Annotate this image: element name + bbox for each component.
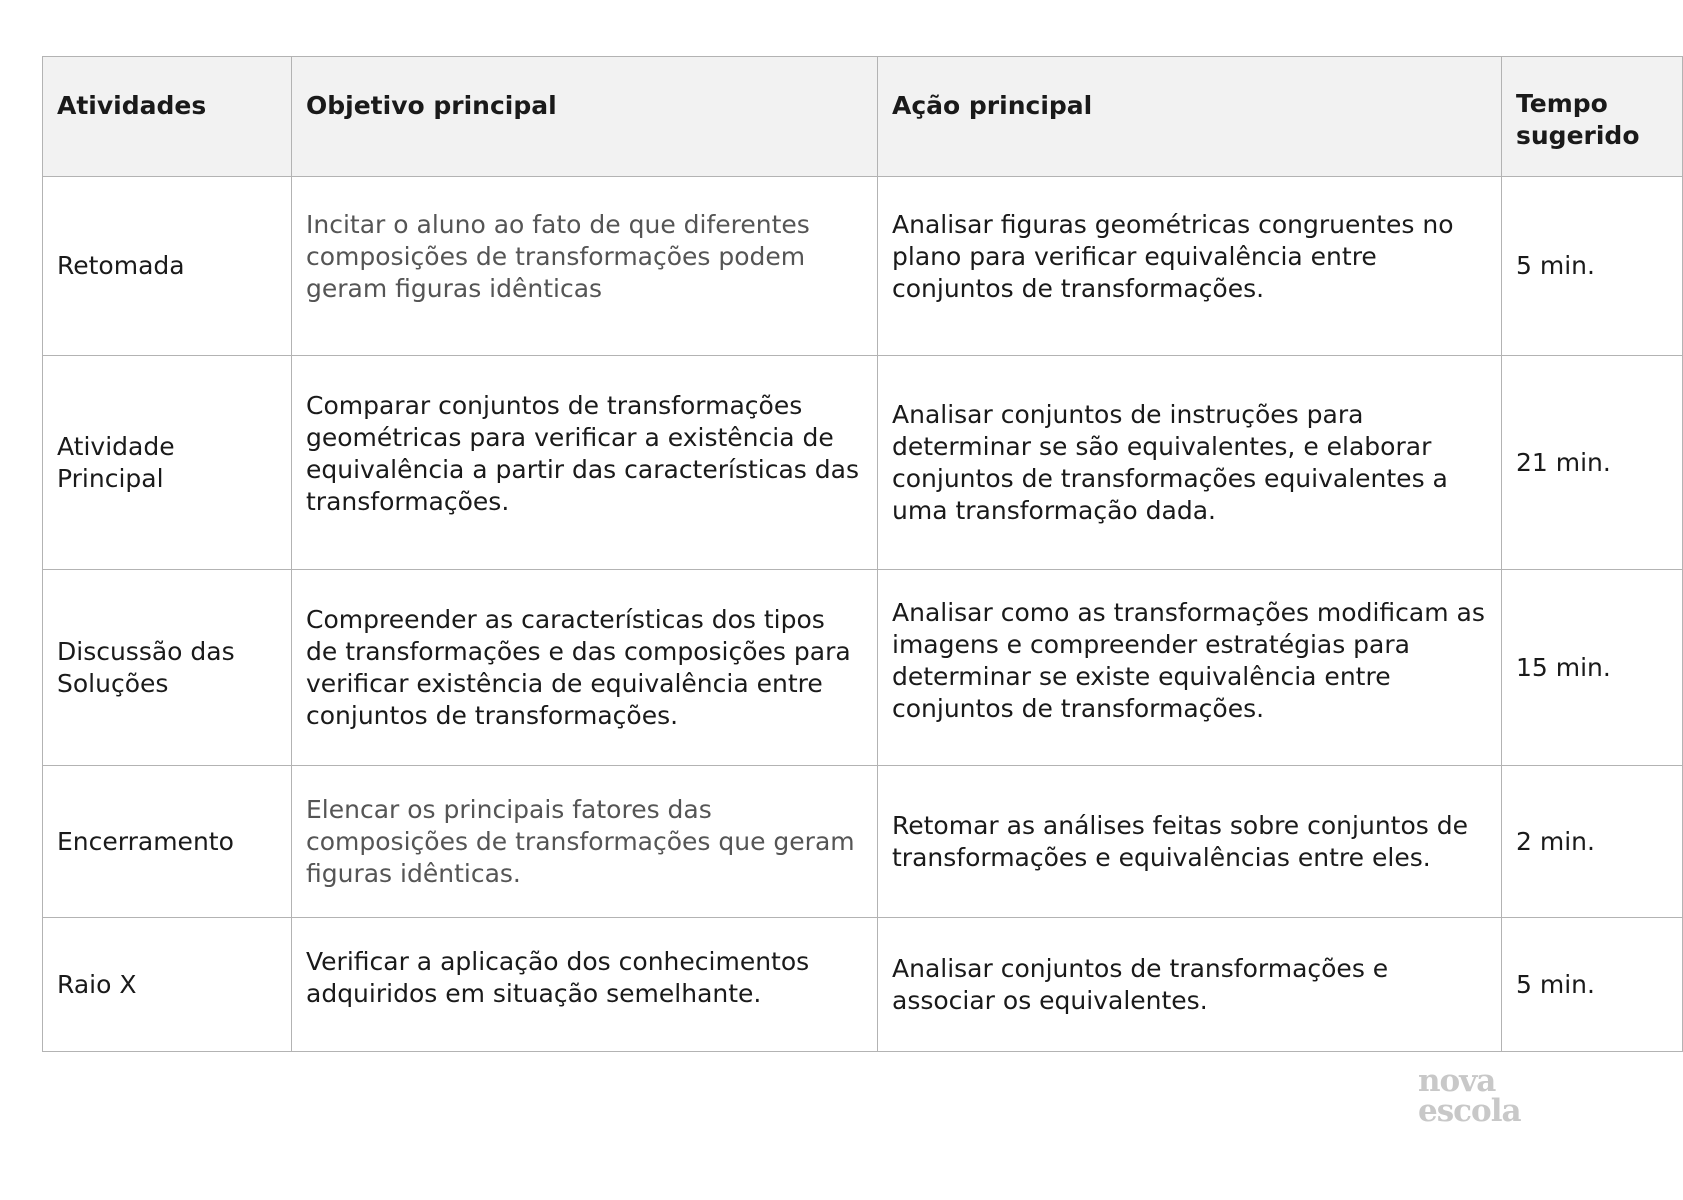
cell-objetivo: Compreender as características dos tipos de transformações e das composições para verificar existência de equivalência entre conjuntos de transformações. [292, 570, 878, 766]
cell-acao: Analisar conjuntos de instruções para determinar se são equivalentes, e elaborar conjuntos de transformações equivalentes a uma transformação dada. [878, 356, 1502, 570]
cell-atividade: Discussão das Soluções [43, 570, 292, 766]
cell-tempo: 5 min. [1502, 177, 1683, 356]
cell-acao: Retomar as análises feitas sobre conjuntos de transformações e equivalências entre eles. [878, 766, 1502, 918]
table-row [43, 918, 1683, 1052]
header-tempo-label: Tempo sugerido [1516, 88, 1640, 150]
cell-tempo: 15 min. [1502, 570, 1683, 766]
logo-line-2: escola [1418, 1093, 1521, 1129]
header-acao-label: Ação principal [892, 90, 1093, 120]
cell-atividade: Atividade Principal [43, 356, 292, 570]
cell-tempo: 2 min. [1502, 766, 1683, 918]
header-objetivo-label: Objetivo principal [306, 90, 557, 120]
table-row [43, 177, 1683, 356]
cell-atividade: Encerramento [43, 766, 292, 918]
cell-objetivo: Verificar a aplicação dos conhecimentos adquiridos em situação semelhante. [292, 918, 878, 1052]
table-row [43, 766, 1683, 918]
cell-objetivo: Comparar conjuntos de transformações geométricas para verificar a existência de equivalência a partir das características das transformações. [292, 356, 878, 570]
table-header [43, 57, 1683, 177]
cell-atividade: Raio X [43, 918, 292, 1052]
header-acao [878, 57, 1502, 177]
header-objetivo [292, 57, 878, 177]
cell-objetivo: Elencar os principais fatores das composições de transformações que geram figuras idênticas. [292, 766, 878, 918]
cell-acao: Analisar como as transformações modificam as imagens e compreender estratégias para determinar se existe equivalência entre conjuntos de transformações. [878, 570, 1502, 766]
cell-atividade: Retomada [43, 177, 292, 356]
header-tempo [1502, 57, 1683, 177]
table-row [43, 570, 1683, 766]
table-body [43, 177, 1683, 1052]
cell-tempo: 5 min. [1502, 918, 1683, 1052]
header-row [43, 57, 1683, 177]
cell-acao: Analisar conjuntos de transformações e associar os equivalentes. [878, 918, 1502, 1052]
cell-objetivo: Incitar o aluno ao fato de que diferentes composições de transformações podem geram figuras idênticas [292, 177, 878, 356]
table-row [43, 356, 1683, 570]
cell-acao: Analisar figuras geométricas congruentes no plano para verificar equivalência entre conjuntos de transformações. [878, 177, 1502, 356]
lesson-plan-table [42, 56, 1683, 1052]
logo-line-1: nova [1418, 1063, 1496, 1099]
header-atividades [43, 57, 292, 177]
nova-escola-logo [1418, 1063, 1536, 1129]
cell-tempo: 21 min. [1502, 356, 1683, 570]
header-atividades-label: Atividades [57, 90, 207, 120]
